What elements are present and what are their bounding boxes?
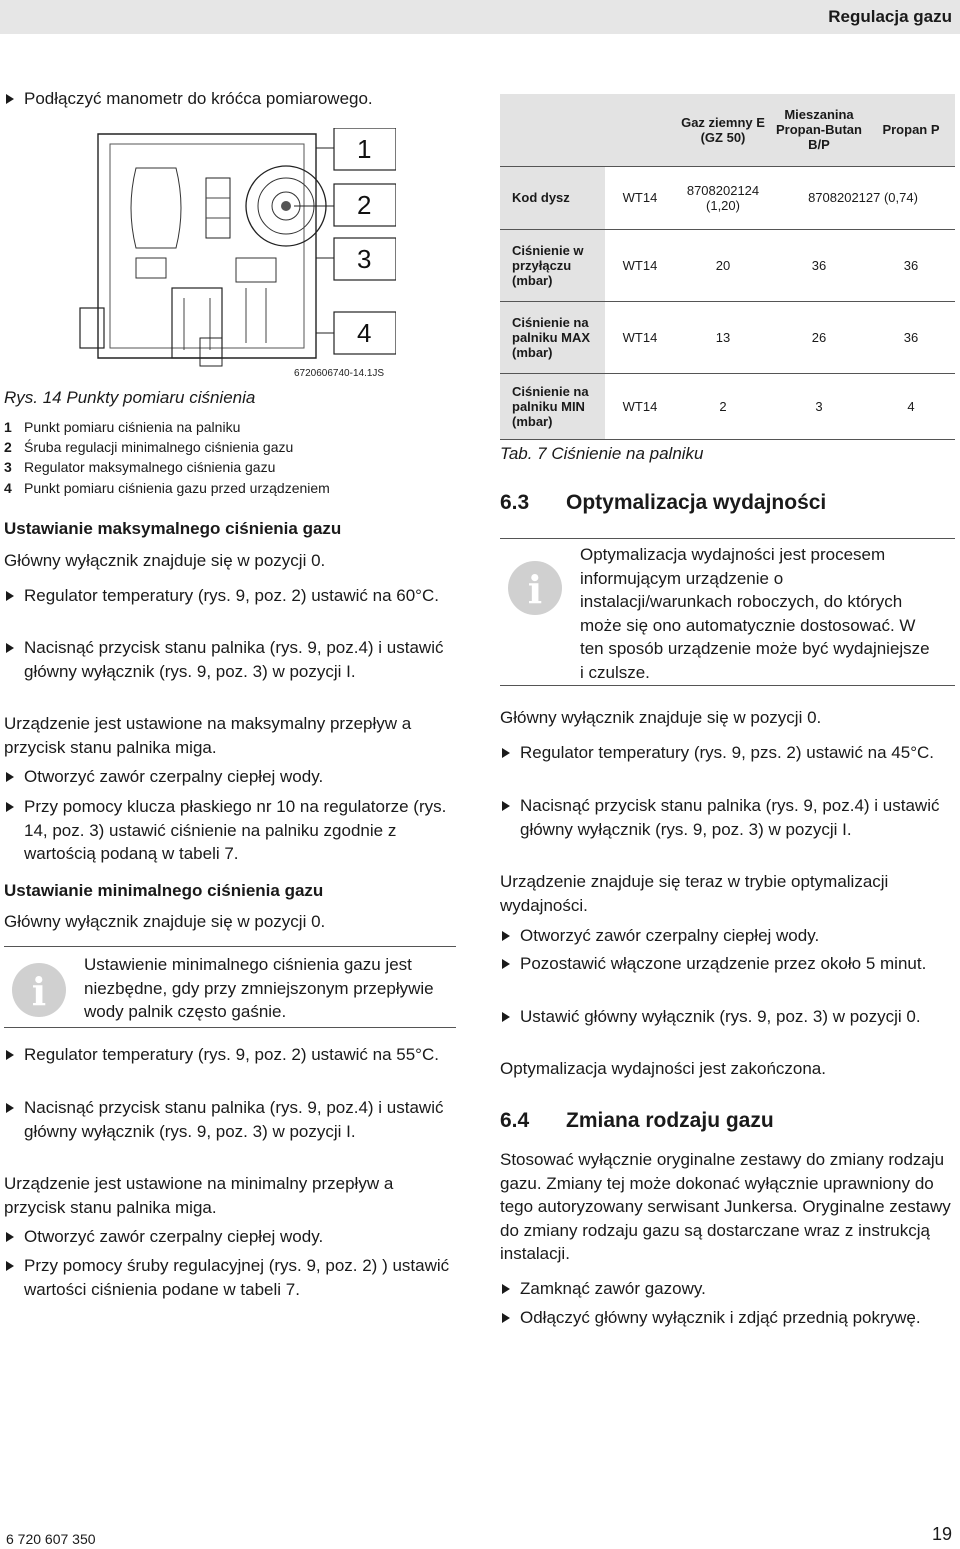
s63-step-4: Pozostawić włączone urządzenie przez około 5 minut. bbox=[500, 952, 955, 976]
row-model: WT14 bbox=[605, 301, 675, 373]
s63-para: Urządzenie znajduje się teraz w trybie optymalizacji wydajności. bbox=[500, 872, 889, 915]
section-number: 6.3 bbox=[500, 491, 530, 514]
legend-text: Regulator maksymalnego ciśnienia gazu bbox=[24, 459, 276, 475]
table-header-p: Propan P bbox=[867, 94, 955, 166]
max-step-3: Otworzyć zawór czerpalny ciepłej wody. bbox=[4, 765, 456, 789]
max-heading: Ustawianie maksymalnego ciśnienia gazu bbox=[4, 519, 342, 538]
table-caption: Tab. 7 Ciśnienie na palniku bbox=[500, 444, 704, 463]
section-6-4-heading bbox=[500, 1109, 774, 1133]
max-step-4: Przy pomocy klucza płaskiego nr 10 na regulatorze (rys. 14, poz. 3) ustawić ciśnienie na palniku zgodnie z wartością podaną w tabeli 7. bbox=[4, 795, 456, 866]
legend-num: 3 bbox=[4, 459, 12, 475]
legend-item bbox=[4, 459, 275, 475]
row-label: Ciśnienie w przyłączu (mbar) bbox=[500, 229, 605, 301]
legend-num: 1 bbox=[4, 419, 12, 435]
pressure-table bbox=[500, 94, 955, 440]
callout-1: 1 bbox=[357, 134, 372, 164]
cell-value: 36 bbox=[867, 301, 955, 373]
min-step-1: Regulator temperatury (rys. 9, poz. 2) ustawić na 55°C. bbox=[4, 1043, 456, 1067]
min-info-box bbox=[4, 946, 456, 1028]
info-icon: i bbox=[508, 561, 562, 615]
s63-step-2: Nacisnąć przycisk stanu palnika (rys. 9, poz.4) i ustawić główny wyłącznik (rys. 9, poz. 3) w pozycji I. bbox=[500, 794, 955, 841]
max-step-2: Nacisnąć przycisk stanu palnika (rys. 9, poz.4) i ustawić główny wyłącznik (rys. 9, poz. 3) w pozycji I. bbox=[4, 636, 456, 683]
info-icon: i bbox=[12, 963, 66, 1017]
legend-num: 2 bbox=[4, 439, 12, 455]
section-6-3-heading bbox=[500, 491, 826, 515]
section-title: Regulacja gazu bbox=[828, 7, 952, 26]
max-line1: Główny wyłącznik znajduje się w pozycji 0. bbox=[4, 551, 326, 570]
cell-value: 36 bbox=[867, 229, 955, 301]
gas-valve-figure bbox=[76, 128, 396, 380]
s63-info-box bbox=[500, 538, 955, 686]
page-number: 19 bbox=[931, 1524, 952, 1544]
s64-para: Stosować wyłącznie oryginalne zestawy do zmiany rodzaju gazu. Zmiany tej może dokonać wyłącznie uprawniony do tego autoryzowany serwisant Junkersa. Oryginalne zestawy do zmiany rodzaju gazu są dostarczane wraz z instrukcją instalacji. bbox=[500, 1150, 951, 1263]
legend-item bbox=[4, 480, 330, 496]
section-number: 6.4 bbox=[500, 1109, 530, 1132]
callout-4: 4 bbox=[357, 318, 372, 348]
table-row bbox=[500, 301, 955, 373]
row-model: WT14 bbox=[605, 373, 675, 439]
s64-step-2: Odłączyć główny wyłącznik i zdjąć przednią pokrywę. bbox=[500, 1306, 955, 1330]
legend-text: Punkt pomiaru ciśnienia na palniku bbox=[24, 419, 241, 435]
cell-value: 20 bbox=[675, 229, 771, 301]
cell-value: 8708202124 (1,20) bbox=[675, 166, 771, 229]
table-header-bp: Mieszanina Propan-Butan B/P bbox=[771, 94, 867, 166]
row-label: Kod dysz bbox=[500, 166, 605, 229]
table-header-cell bbox=[500, 94, 605, 166]
cell-value: 4 bbox=[867, 373, 955, 439]
min-step-4: Przy pomocy śruby regulacyjnej (rys. 9, poz. 2) ) ustawić wartości ciśnienia podane w tabeli 7. bbox=[4, 1254, 456, 1301]
section-title-text: Optymalizacja wydajności bbox=[566, 491, 827, 514]
legend-text: Śruba regulacji minimalnego ciśnienia gazu bbox=[24, 439, 294, 455]
min-step-3: Otworzyć zawór czerpalny ciepłej wody. bbox=[4, 1225, 456, 1249]
table-row bbox=[500, 166, 955, 229]
figure-caption: Rys. 14 Punkty pomiaru ciśnienia bbox=[4, 388, 256, 407]
cell-value: 8708202127 (0,74) bbox=[771, 166, 955, 229]
table-header-gz: Gaz ziemny E (GZ 50) bbox=[675, 94, 771, 166]
row-label: Ciśnienie na palniku MIN (mbar) bbox=[500, 373, 605, 439]
callout-3: 3 bbox=[357, 244, 372, 274]
min-info-text: Ustawienie minimalnego ciśnienia gazu jest niezbędne, gdy przy zmniejszonym przepływie wody palnik często gaśnie. bbox=[84, 955, 434, 1021]
max-para: Urządzenie jest ustawione na maksymalny przepływ a przycisk stanu palnika miga. bbox=[4, 714, 412, 757]
figure-code: 6720606740-14.1JS bbox=[294, 368, 385, 379]
callout-2: 2 bbox=[357, 190, 372, 220]
row-model: WT14 bbox=[605, 166, 675, 229]
table-row bbox=[500, 373, 955, 439]
s63-done: Optymalizacja wydajności jest zakończona. bbox=[500, 1059, 826, 1078]
min-heading: Ustawianie minimalnego ciśnienia gazu bbox=[4, 881, 324, 900]
intro-bullet: Podłączyć manometr do króćca pomiarowego. bbox=[4, 87, 454, 111]
cell-value: 13 bbox=[675, 301, 771, 373]
s63-info-text: Optymalizacja wydajności jest procesem informującym urządzenie o instalacji/warunkach roboczych, do których może się ono automatycznie dostosować. W ten sposób urządzenie może być wydajniejsze i czulsze. bbox=[580, 545, 930, 682]
legend-text: Punkt pomiaru ciśnienia gazu przed urządzeniem bbox=[24, 480, 330, 496]
cell-value: 26 bbox=[771, 301, 867, 373]
s64-step-1: Zamknąć zawór gazowy. bbox=[500, 1277, 955, 1301]
min-para: Urządzenie jest ustawione na minimalny przepływ a przycisk stanu palnika miga. bbox=[4, 1174, 394, 1217]
legend-item bbox=[4, 439, 293, 455]
table-header-row bbox=[500, 94, 955, 166]
legend-item bbox=[4, 419, 240, 435]
row-model: WT14 bbox=[605, 229, 675, 301]
max-step-1: Regulator temperatury (rys. 9, poz. 2) ustawić na 60°C. bbox=[4, 584, 456, 608]
min-step-2: Nacisnąć przycisk stanu palnika (rys. 9, poz.4) i ustawić główny wyłącznik (rys. 9, poz. 3) w pozycji I. bbox=[4, 1096, 456, 1143]
section-title-text: Zmiana rodzaju gazu bbox=[566, 1109, 774, 1132]
row-label: Ciśnienie na palniku MAX (mbar) bbox=[500, 301, 605, 373]
document-number: 6 720 607 350 bbox=[6, 1531, 96, 1547]
s63-step-3: Otworzyć zawór czerpalny ciepłej wody. bbox=[500, 924, 955, 948]
cell-value: 3 bbox=[771, 373, 867, 439]
legend-num: 4 bbox=[4, 480, 12, 496]
cell-value: 36 bbox=[771, 229, 867, 301]
table-header-cell bbox=[605, 94, 675, 166]
s63-line1: Główny wyłącznik znajduje się w pozycji 0. bbox=[500, 708, 822, 727]
header-bar bbox=[0, 0, 960, 34]
s63-step-5: Ustawić główny wyłącznik (rys. 9, poz. 3) w pozycji 0. bbox=[500, 1005, 955, 1029]
min-line1: Główny wyłącznik znajduje się w pozycji 0. bbox=[4, 912, 326, 931]
s63-step-1: Regulator temperatury (rys. 9, pzs. 2) ustawić na 45°C. bbox=[500, 741, 955, 765]
cell-value: 2 bbox=[675, 373, 771, 439]
table-row bbox=[500, 229, 955, 301]
